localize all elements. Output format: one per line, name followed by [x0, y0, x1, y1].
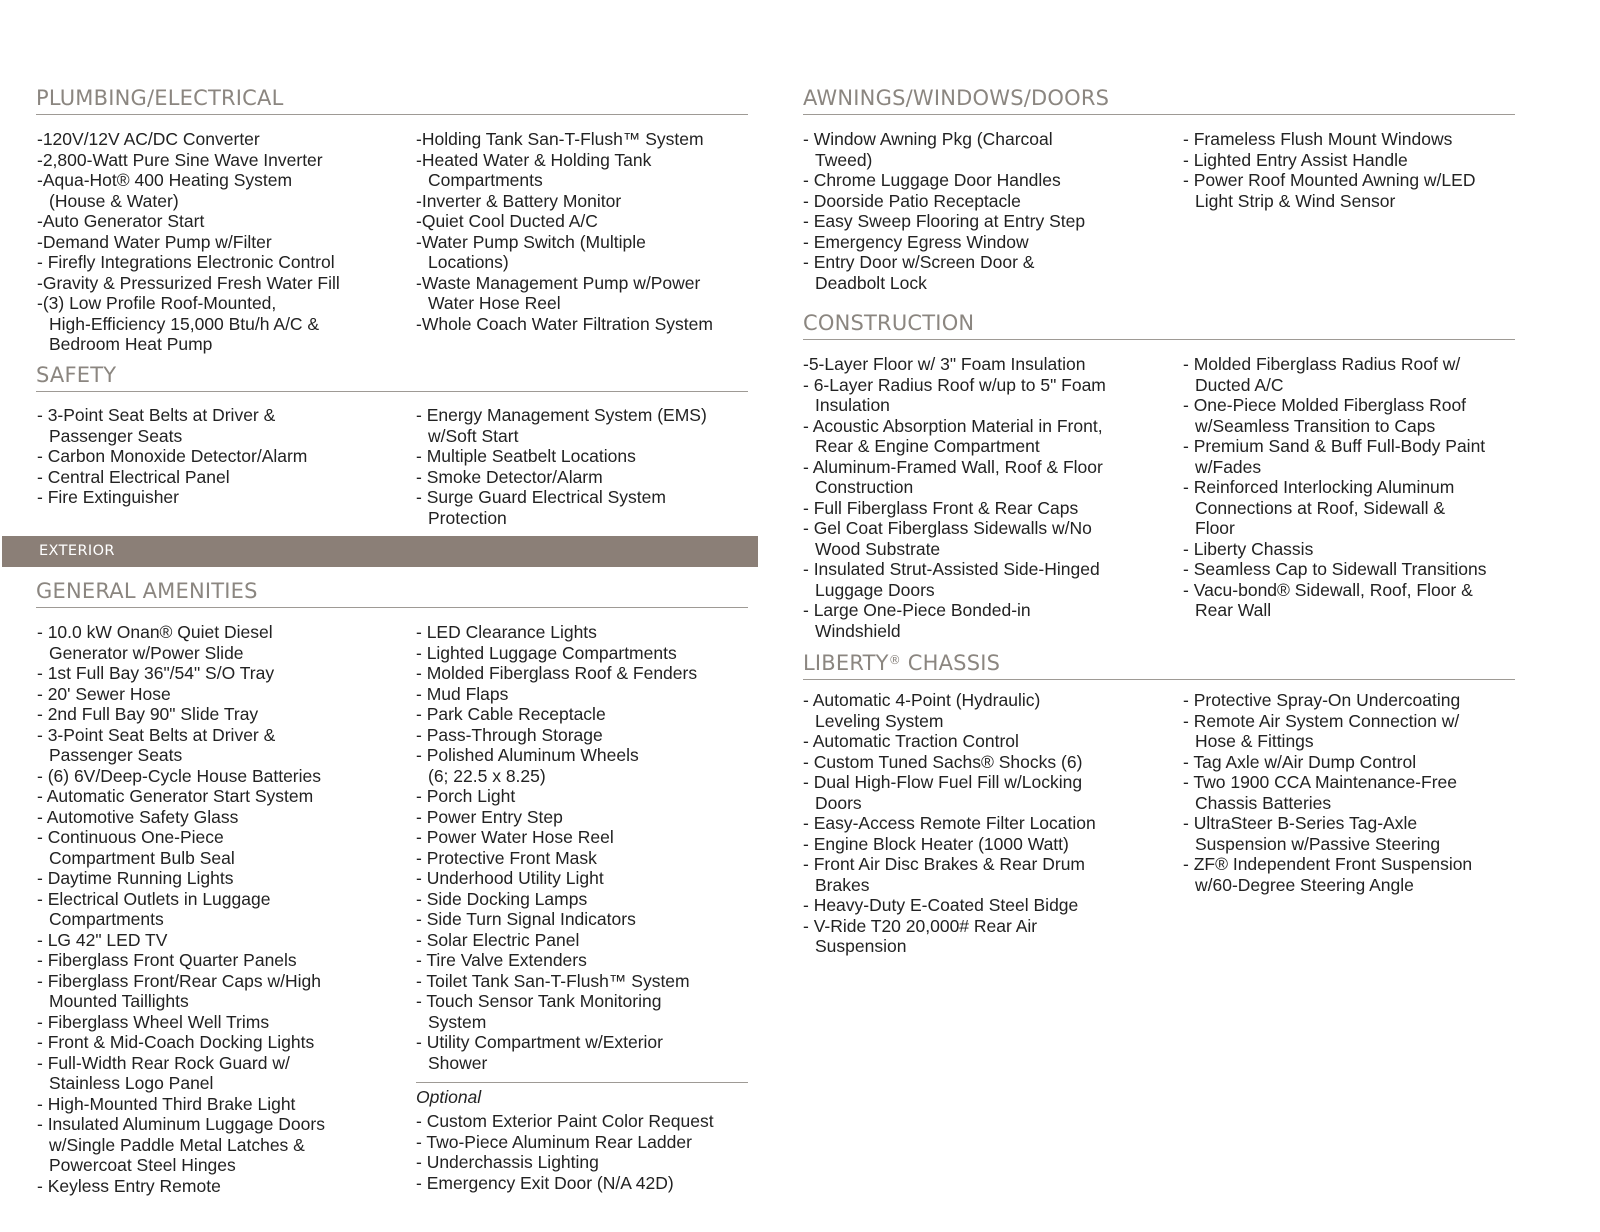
- list-item: - Tire Valve Extenders: [416, 950, 587, 970]
- list-item: - LED Clearance Lights: [416, 622, 597, 642]
- plumbing-list-left: [37, 129, 340, 355]
- list-item: - Mud Flaps: [416, 683, 509, 704]
- list-item: - Reinforced Interlocking Aluminum Connections at Roof, Sidewall & Floor: [1183, 477, 1455, 538]
- list-item: -Gravity & Pressurized Fresh Water Fill: [37, 272, 340, 293]
- list-item: - Central Electrical Panel: [37, 466, 230, 487]
- general-list-left: [37, 622, 325, 1196]
- list-item: - Liberty Chassis: [1183, 538, 1314, 559]
- list-item: -Auto Generator Start: [37, 211, 205, 231]
- list-item: - Energy Management System (EMS) w/Soft Start: [416, 405, 707, 446]
- list-item: - Frameless Flush Mount Windows: [1183, 129, 1453, 149]
- chassis-title-mark: ®: [888, 653, 901, 667]
- list-item: -Waste Management Pump w/Power Water Hose Reel: [416, 272, 701, 313]
- list-item: - Insulated Aluminum Luggage Doors w/Single Paddle Metal Latches & Powercoat Steel Hinges: [37, 1114, 325, 1175]
- list-item: - Large One-Piece Bonded-in Windshield: [803, 600, 1031, 641]
- list-item: - Porch Light: [416, 786, 516, 806]
- awnings-list-left: [803, 129, 1085, 293]
- list-item: - Automotive Safety Glass: [37, 806, 239, 827]
- list-item: - Molded Fiberglass Radius Roof w/ Ducted A/C: [1183, 354, 1461, 395]
- construction-heading: CONSTRUCTION: [803, 309, 1515, 340]
- list-item: - Fire Extinguisher: [37, 487, 179, 507]
- list-item: - Keyless Entry Remote: [37, 1175, 221, 1196]
- chassis-title-brand: LIBERTY: [803, 651, 889, 675]
- list-item: - Custom Tuned Sachs® Shocks (6): [803, 751, 1083, 772]
- list-item: - Park Cable Receptacle: [416, 704, 606, 724]
- list-item: - Utility Compartment w/Exterior Shower: [416, 1032, 663, 1073]
- list-item: - Automatic 4-Point (Hydraulic) Leveling System: [803, 690, 1041, 731]
- list-item: -Inverter & Battery Monitor: [416, 190, 622, 211]
- list-item: - Front Air Disc Brakes & Rear Drum Brakes: [803, 854, 1085, 895]
- safety-list-left: [37, 405, 307, 508]
- list-item: -(3) Low Profile Roof-Mounted, High-Efficiency 15,000 Btu/h A/C & Bedroom Heat Pump: [37, 293, 320, 354]
- list-item: - 2nd Full Bay 90" Slide Tray: [37, 704, 259, 724]
- list-item: - Vacu-bond® Sidewall, Roof, Floor & Rear Wall: [1183, 579, 1473, 620]
- list-item: - Automatic Traction Control: [803, 731, 1019, 751]
- plumbing-list-right: [416, 129, 713, 334]
- list-item: - Lighted Entry Assist Handle: [1183, 149, 1408, 170]
- list-item: -Whole Coach Water Filtration System: [416, 313, 713, 334]
- list-item: - 3-Point Seat Belts at Driver & Passenger Seats: [37, 724, 276, 765]
- list-item: - Entry Door w/Screen Door & Deadbolt Lock: [803, 252, 1035, 293]
- list-item: -120V/12V AC/DC Converter: [37, 129, 260, 149]
- plumbing-electrical-heading: PLUMBING/ELECTRICAL: [36, 84, 748, 115]
- list-item: - Protective Front Mask: [416, 847, 597, 868]
- list-item: - Full-Width Rear Rock Guard w/ Stainless Logo Panel: [37, 1052, 290, 1093]
- optional-heading: Optional: [416, 1087, 482, 1107]
- list-item: - 6-Layer Radius Roof w/up to 5" Foam Insulation: [803, 374, 1106, 415]
- list-item: - Insulated Strut-Assisted Side-Hinged Luggage Doors: [803, 559, 1100, 600]
- optional-list: [416, 1111, 714, 1193]
- safety-list-right: [416, 405, 707, 528]
- list-item: - One-Piece Molded Fiberglass Roof w/Seamless Transition to Caps: [1183, 395, 1467, 436]
- list-item: - Fiberglass Wheel Well Trims: [37, 1011, 270, 1032]
- list-item: - Carbon Monoxide Detector/Alarm: [37, 446, 308, 466]
- list-item: - Chrome Luggage Door Handles: [803, 170, 1061, 190]
- list-item: - Surge Guard Electrical System Protection: [416, 487, 666, 528]
- list-item: - High-Mounted Third Brake Light: [37, 1093, 296, 1114]
- list-item: - Remote Air System Connection w/ Hose & Fittings: [1183, 710, 1460, 751]
- list-item: -5-Layer Floor w/ 3" Foam Insulation: [803, 354, 1086, 374]
- list-item: - Power Water Hose Reel: [416, 827, 614, 847]
- list-item: - Multiple Seatbelt Locations: [416, 446, 636, 466]
- list-item: - Fiberglass Front Quarter Panels: [37, 950, 297, 970]
- list-item: - Premium Sand & Buff Full-Body Paint w/Fades: [1183, 436, 1486, 477]
- list-item: - 10.0 kW Onan® Quiet Diesel Generator w/Power Slide: [37, 622, 273, 663]
- chassis-list-right: [1183, 690, 1472, 895]
- list-item: - Dual High-Flow Fuel Fill w/Locking Doors: [803, 772, 1083, 813]
- list-item: -Demand Water Pump w/Filter: [37, 231, 272, 252]
- list-item: - Doorside Patio Receptacle: [803, 190, 1021, 211]
- list-item: - Side Turn Signal Indicators: [416, 909, 636, 929]
- list-item: - Firefly Integrations Electronic Control: [37, 252, 335, 272]
- list-item: - Emergency Egress Window: [803, 231, 1029, 252]
- list-item: - Toilet Tank San-T-Flush™ System: [416, 970, 690, 991]
- list-item: -Quiet Cool Ducted A/C: [416, 211, 598, 231]
- list-item: - Continuous One-Piece Compartment Bulb Seal: [37, 827, 235, 868]
- list-item: - UltraSteer B-Series Tag-Axle Suspension w/Passive Steering: [1183, 813, 1441, 854]
- list-item: - Aluminum-Framed Wall, Roof & Floor Construction: [803, 456, 1103, 497]
- list-item: - (6) 6V/Deep-Cycle House Batteries: [37, 765, 321, 786]
- list-item: - 20' Sewer Hose: [37, 683, 171, 704]
- list-item: - Full Fiberglass Front & Rear Caps: [803, 497, 1079, 518]
- exterior-band: EXTERIOR: [2, 536, 758, 567]
- list-item: - Two 1900 CCA Maintenance-Free Chassis Batteries: [1183, 772, 1457, 813]
- general-amenities-heading: GENERAL AMENITIES: [36, 577, 748, 608]
- list-item: - Side Docking Lamps: [416, 888, 588, 909]
- list-item: - Smoke Detector/Alarm: [416, 466, 603, 487]
- list-item: - Automatic Generator Start System: [37, 786, 314, 806]
- list-item: - Custom Exterior Paint Color Request: [416, 1111, 714, 1131]
- list-item: -Water Pump Switch (Multiple Locations): [416, 231, 646, 272]
- list-item: - Heavy-Duty E-Coated Steel Bidge: [803, 895, 1079, 915]
- list-item: - Power Entry Step: [416, 806, 563, 827]
- safety-heading: SAFETY: [36, 361, 748, 392]
- awnings-windows-doors-heading: AWNINGS/WINDOWS/DOORS: [803, 84, 1515, 115]
- list-item: - Easy Sweep Flooring at Entry Step: [803, 211, 1086, 231]
- list-item: - Electrical Outlets in Luggage Compartments: [37, 888, 271, 929]
- list-item: - Molded Fiberglass Roof & Fenders: [416, 663, 698, 683]
- construction-list-left: [803, 354, 1106, 641]
- list-item: -Aqua-Hot® 400 Heating System (House & Water): [37, 170, 293, 211]
- list-item: - Acoustic Absorption Material in Front, Rear & Engine Compartment: [803, 415, 1103, 456]
- list-item: - Polished Aluminum Wheels (6; 22.5 x 8.25): [416, 745, 639, 786]
- list-item: -Holding Tank San-T-Flush™ System: [416, 129, 704, 149]
- list-item: - Protective Spray-On Undercoating: [1183, 690, 1461, 710]
- general-list-right: [416, 622, 697, 1073]
- list-item: - 1st Full Bay 36"/54" S/O Tray: [37, 663, 275, 683]
- list-item: - Gel Coat Fiberglass Sidewalls w/No Wood Substrate: [803, 518, 1092, 559]
- construction-list-right: [1183, 354, 1486, 621]
- list-item: -Heated Water & Holding Tank Compartments: [416, 149, 652, 190]
- list-item: - Power Roof Mounted Awning w/LED Light Strip & Wind Sensor: [1183, 170, 1476, 211]
- list-item: - Underchassis Lighting: [416, 1152, 599, 1172]
- chassis-list-left: [803, 690, 1096, 957]
- chassis-title-rest: CHASSIS: [900, 651, 1001, 675]
- awnings-list-right: [1183, 129, 1475, 211]
- list-item: -2,800-Watt Pure Sine Wave Inverter: [37, 149, 323, 170]
- liberty-chassis-heading: [803, 646, 1515, 680]
- list-item: - Two-Piece Aluminum Rear Ladder: [416, 1131, 692, 1152]
- list-item: - Front & Mid-Coach Docking Lights: [37, 1032, 315, 1052]
- list-item: - Emergency Exit Door (N/A 42D): [416, 1172, 674, 1193]
- list-item: - Fiberglass Front/Rear Caps w/High Mounted Taillights: [37, 970, 321, 1011]
- list-item: - Daytime Running Lights: [37, 868, 234, 888]
- list-item: - Solar Electric Panel: [416, 929, 580, 950]
- list-item: - Engine Block Heater (1000 Watt): [803, 833, 1069, 854]
- list-item: - ZF® Independent Front Suspension w/60-Degree Steering Angle: [1183, 854, 1473, 895]
- list-item: - Touch Sensor Tank Monitoring System: [416, 991, 662, 1032]
- list-item: - Pass-Through Storage: [416, 724, 603, 745]
- list-item: - Tag Axle w/Air Dump Control: [1183, 751, 1417, 772]
- list-item: - LG 42" LED TV: [37, 929, 168, 950]
- list-item: - Window Awning Pkg (Charcoal Tweed): [803, 129, 1053, 170]
- list-item: - Easy-Access Remote Filter Location: [803, 813, 1096, 833]
- optional-divider: [416, 1082, 748, 1083]
- list-item: - 3-Point Seat Belts at Driver & Passenger Seats: [37, 405, 276, 446]
- list-item: - Seamless Cap to Sidewall Transitions: [1183, 559, 1487, 579]
- list-item: - Lighted Luggage Compartments: [416, 642, 677, 663]
- list-item: - Underhood Utility Light: [416, 868, 604, 888]
- list-item: - V-Ride T20 20,000# Rear Air Suspension: [803, 915, 1038, 956]
